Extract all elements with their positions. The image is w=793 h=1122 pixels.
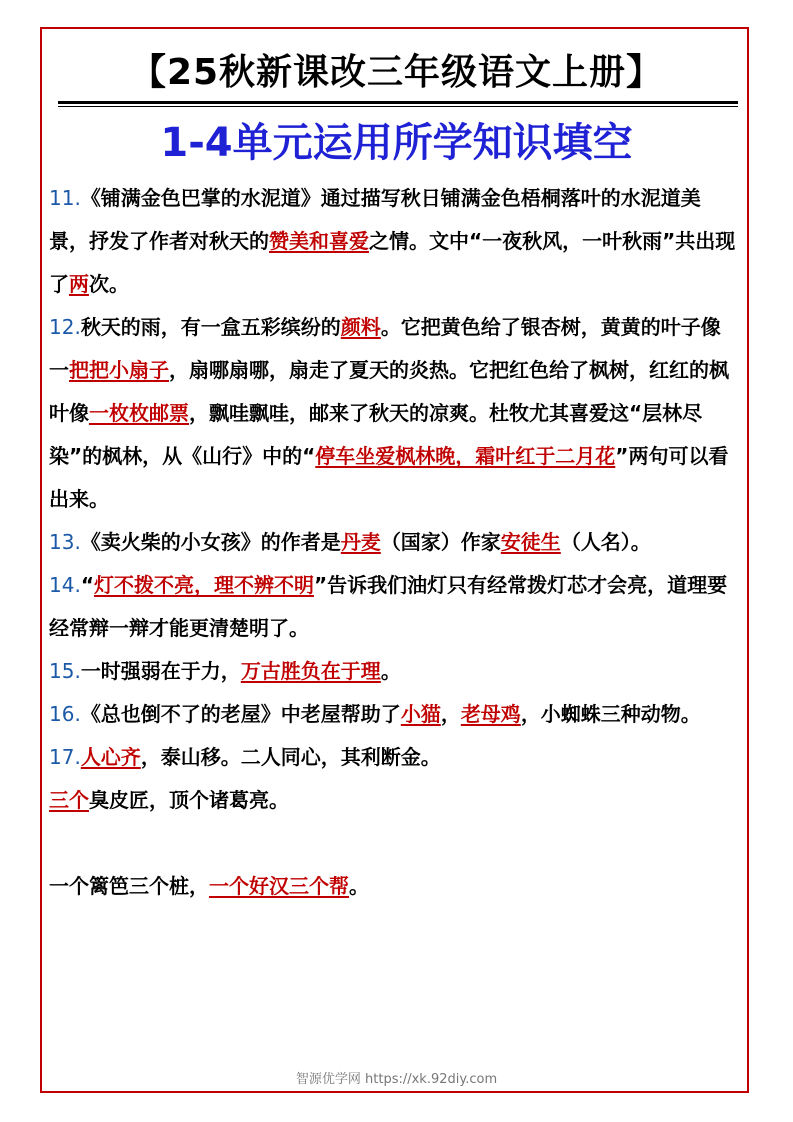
question-text: 一时强弱在于力， — [80, 659, 241, 683]
question-text: ，飘哇飘哇，邮来了秋天的凉爽。杜牧尤其喜爱这“层林尽染”的枫林，从《山行》中的“ — [49, 401, 703, 468]
answer: 停车坐爱枫林晚，霜叶红于二月花 — [315, 444, 616, 468]
question-17 — [49, 736, 739, 779]
question-13 — [49, 521, 739, 564]
question-12 — [49, 306, 739, 521]
question-text: ”两句可以看出来。 — [49, 444, 729, 511]
question-text: 。 — [349, 874, 369, 898]
question-text: 《总也倒不了的老屋》中老屋帮助了 — [80, 702, 401, 726]
answer: 小猫 — [400, 702, 441, 726]
question-14 — [49, 564, 739, 650]
question-text: 一个篱笆三个桩， — [49, 874, 209, 898]
question-text: 。它把黄色给了银杏树，黄黄的叶子像一 — [49, 315, 721, 382]
question-text: 次。 — [89, 272, 129, 296]
question-17-line-2 — [49, 779, 739, 822]
question-17-line-3 — [49, 865, 739, 908]
answer: 两 — [69, 272, 89, 296]
page-subtitle: 1-4单元运用所学知识填空 — [160, 120, 633, 166]
question-text: （人名）。 — [560, 530, 651, 554]
question-number: 13. — [49, 530, 81, 554]
title-rule-thin — [58, 106, 738, 107]
answer: 万古胜负在于理 — [240, 659, 381, 683]
question-number: 17. — [49, 745, 81, 769]
question-text: 。 — [380, 659, 401, 683]
answer: 丹麦 — [340, 530, 381, 554]
question-text: ，扇哪扇哪，扇走了夏天的炎热。它把红色给了枫树，红红的枫叶像 — [49, 358, 729, 425]
answer: 一个好汉三个帮 — [209, 874, 349, 898]
question-text: 《铺满金色巴掌的水泥道》通过描写秋日铺满金色梧桐落叶的水泥道美景，抒发了作者对秋天的 — [49, 186, 701, 253]
footer-watermark: 智源优学网 https://xk.92diy.com — [295, 1072, 498, 1087]
question-text: 之情。文中“一夜秋风，一叶秋雨”共出现了 — [49, 229, 736, 296]
spacer — [49, 822, 739, 865]
question-text: ”告诉我们油灯只有经常拨灯芯才会亮，道理要经常辩一辩才能更清楚明了。 — [49, 573, 728, 640]
question-text: ， — [440, 702, 461, 726]
answer: 人心齐 — [80, 745, 141, 769]
question-number: 12. — [49, 315, 81, 339]
question-text: ，泰山移。二人同心，其利断金。 — [140, 745, 441, 769]
question-number: 15. — [49, 659, 81, 683]
question-text: “ — [80, 573, 94, 597]
title-rule-thick — [58, 101, 738, 104]
page-title: 【25秋新课改三年级语文上册】 — [129, 52, 664, 93]
question-text: 《卖火柴的小女孩》的作者是 — [80, 530, 341, 554]
question-text: ，小蜘蛛三种动物。 — [520, 702, 701, 726]
question-number: 16. — [49, 702, 81, 726]
answer: 把把小扇子 — [69, 358, 169, 382]
question-11 — [49, 177, 739, 306]
question-number: 11. — [49, 186, 81, 210]
question-16 — [49, 693, 739, 736]
answer: 三个 — [49, 788, 89, 812]
question-list — [49, 177, 739, 908]
answer: 赞美和喜爱 — [269, 229, 369, 253]
answer: 安徒生 — [500, 530, 561, 554]
question-number: 14. — [49, 573, 81, 597]
question-15 — [49, 650, 739, 693]
question-text: 秋天的雨，有一盒五彩缤纷的 — [80, 315, 341, 339]
question-text: 臭皮匠，顶个诸葛亮。 — [89, 788, 289, 812]
answer: 灯不拨不亮，理不辨不明 — [93, 573, 314, 597]
answer: 一枚枚邮票 — [89, 401, 189, 425]
question-text: （国家）作家 — [380, 530, 501, 554]
answer: 颜料 — [340, 315, 381, 339]
answer: 老母鸡 — [460, 702, 521, 726]
